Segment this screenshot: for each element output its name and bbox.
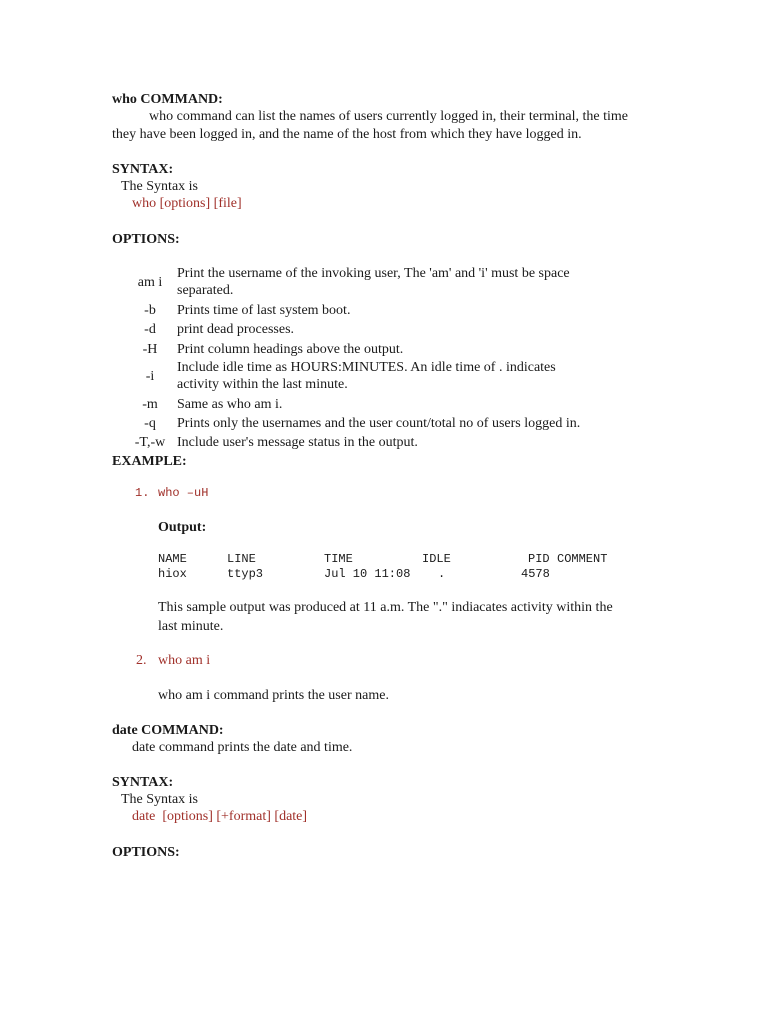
date-heading — [112, 722, 224, 739]
example2-number: 2. — [136, 653, 147, 668]
option-flag: -d — [144, 322, 156, 337]
date-syntax: date [options] [+format] [date] — [132, 809, 308, 824]
date-description: date command prints the date and time. — [132, 740, 353, 755]
output-cell-line: ttyp3 — [227, 567, 264, 581]
output-header-line: LINE — [227, 552, 256, 566]
option-description-line: Include idle time as HOURS:MINUTES. An idle time of . indicates — [177, 360, 556, 375]
who-example-heading: EXAMPLE: — [112, 454, 187, 469]
option-description — [177, 265, 617, 299]
option-description: Same as who am i. — [177, 397, 283, 412]
who-syntax-heading: SYNTAX: — [112, 162, 174, 177]
date-heading-prefix: date — [112, 723, 138, 738]
example1-output-label: Output: — [158, 520, 207, 535]
date-heading-suffix: COMMAND: — [141, 723, 224, 738]
option-flag: -T,-w — [134, 435, 166, 450]
example1-note-line1: This sample output was produced at 11 a.m. The "." indiacates activity within the — [158, 600, 613, 615]
output-header-time: TIME — [324, 552, 353, 566]
option-description — [177, 359, 617, 393]
example1-note-line2: last minute. — [158, 619, 224, 634]
output-cell-idle: . — [438, 567, 446, 581]
who-syntax: who [options] [file] — [132, 196, 242, 211]
output-header-pid: PID — [528, 552, 550, 566]
who-syntax-intro: The Syntax is — [121, 179, 198, 194]
date-syntax-heading: SYNTAX: — [112, 775, 174, 790]
who-options-heading: OPTIONS: — [112, 232, 180, 247]
output-header-comment: COMMENT — [557, 552, 608, 566]
option-description: Prints only the usernames and the user count/total no of users logged in. — [177, 416, 581, 431]
output-header-idle: IDLE — [422, 552, 451, 566]
who-heading-suffix: COMMAND: — [140, 92, 223, 107]
option-flag: -m — [142, 397, 158, 412]
option-description: Include user's message status in the output. — [177, 435, 418, 450]
who-description-line1: who command can list the names of users currently logged in, their terminal, the time — [149, 109, 628, 124]
option-flag: -b — [144, 303, 156, 318]
option-flag: -H — [142, 342, 158, 357]
option-flag: -i — [145, 369, 155, 384]
option-description-line: Print the username of the invoking user, The 'am' and 'i' must be space — [177, 266, 570, 281]
output-header-name: NAME — [158, 552, 187, 566]
who-heading-prefix: who — [112, 92, 137, 107]
date-syntax-intro: The Syntax is — [121, 792, 198, 807]
option-description: Prints time of last system boot. — [177, 303, 351, 318]
output-cell-pid: 4578 — [521, 567, 550, 581]
option-description-line: activity within the last minute. — [177, 377, 348, 392]
option-flag: -q — [144, 416, 156, 431]
output-cell-time: Jul 10 11:08 — [324, 567, 411, 581]
example2-command: who am i — [158, 653, 211, 668]
example2-note: who am i command prints the user name. — [158, 688, 389, 703]
date-options-heading: OPTIONS: — [112, 845, 180, 860]
example1-number: 1. — [135, 486, 150, 500]
option-description: print dead processes. — [177, 322, 295, 337]
output-cell-name: hiox — [158, 567, 187, 581]
who-description-line2: they have been logged in, and the name of the host from which they have logged in. — [112, 127, 582, 142]
who-heading — [112, 91, 223, 108]
option-description: Print column headings above the output. — [177, 342, 404, 357]
option-flag: am i — [137, 275, 163, 290]
example1-command: who –uH — [158, 486, 209, 500]
option-description-line: separated. — [177, 283, 234, 298]
